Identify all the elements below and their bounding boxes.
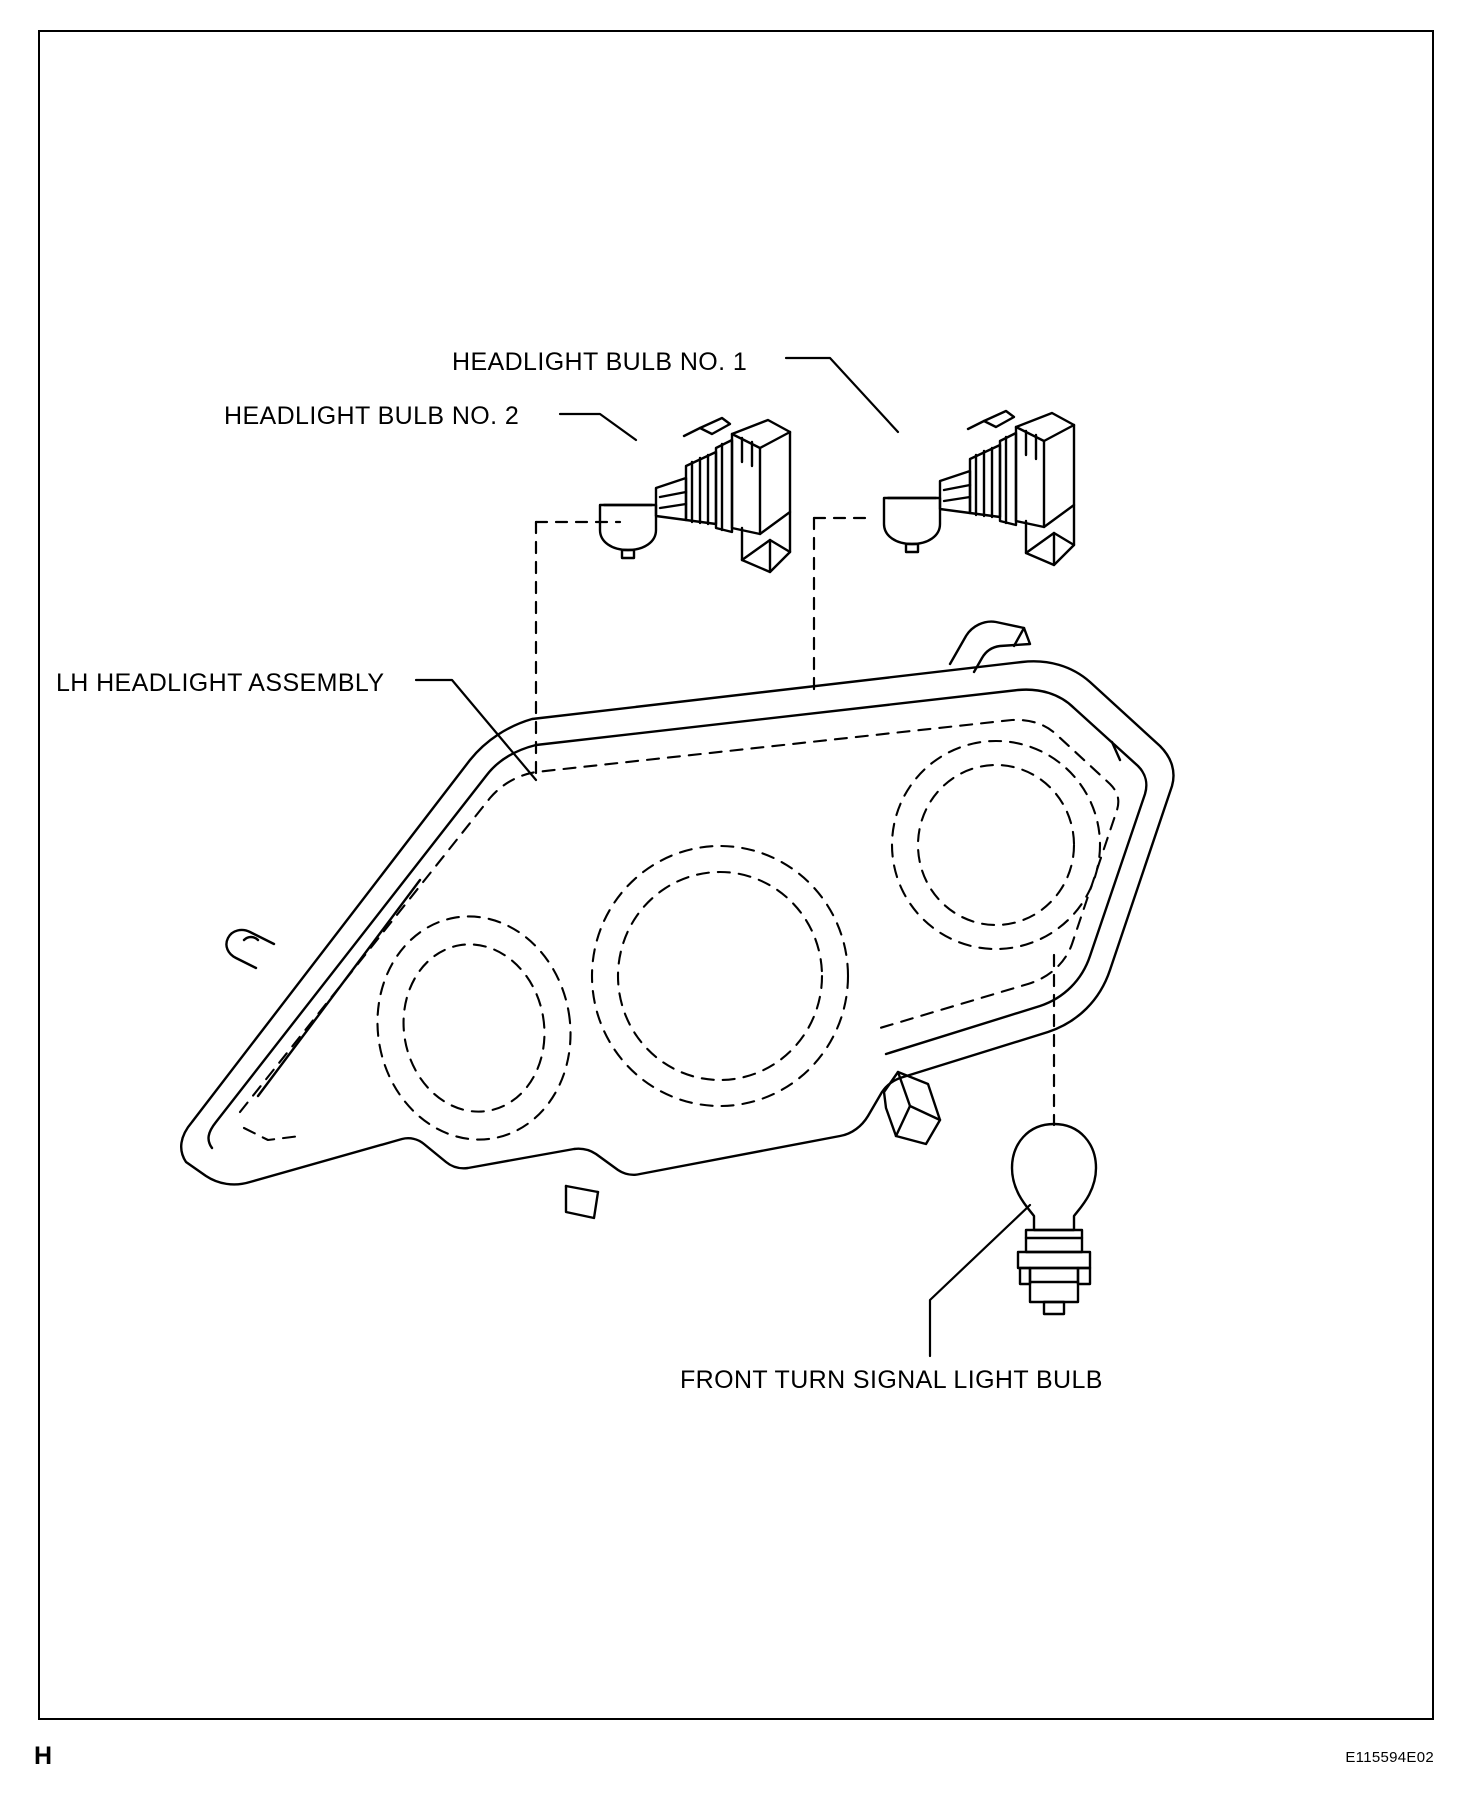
- figure-code: E115594E02: [1345, 1749, 1434, 1766]
- assembly-guides: [536, 518, 1054, 1125]
- headlight-bulb-no-1-art: [884, 411, 1074, 565]
- headlight-bulb-no-2-art: [600, 418, 790, 572]
- callout-front-turn-signal-light-bulb: FRONT TURN SIGNAL LIGHT BULB: [680, 1366, 1103, 1394]
- callout-headlight-bulb-no-2: HEADLIGHT BULB NO. 2: [224, 402, 520, 430]
- callout-headlight-bulb-no-1: HEADLIGHT BULB NO. 1: [452, 348, 748, 376]
- page-corner-marker: H: [34, 1742, 53, 1770]
- callout-lh-headlight-assembly: LH HEADLIGHT ASSEMBLY: [56, 669, 385, 697]
- front-turn-signal-light-bulb-art: [1012, 1124, 1096, 1314]
- lh-headlight-assembly-art: [181, 622, 1173, 1218]
